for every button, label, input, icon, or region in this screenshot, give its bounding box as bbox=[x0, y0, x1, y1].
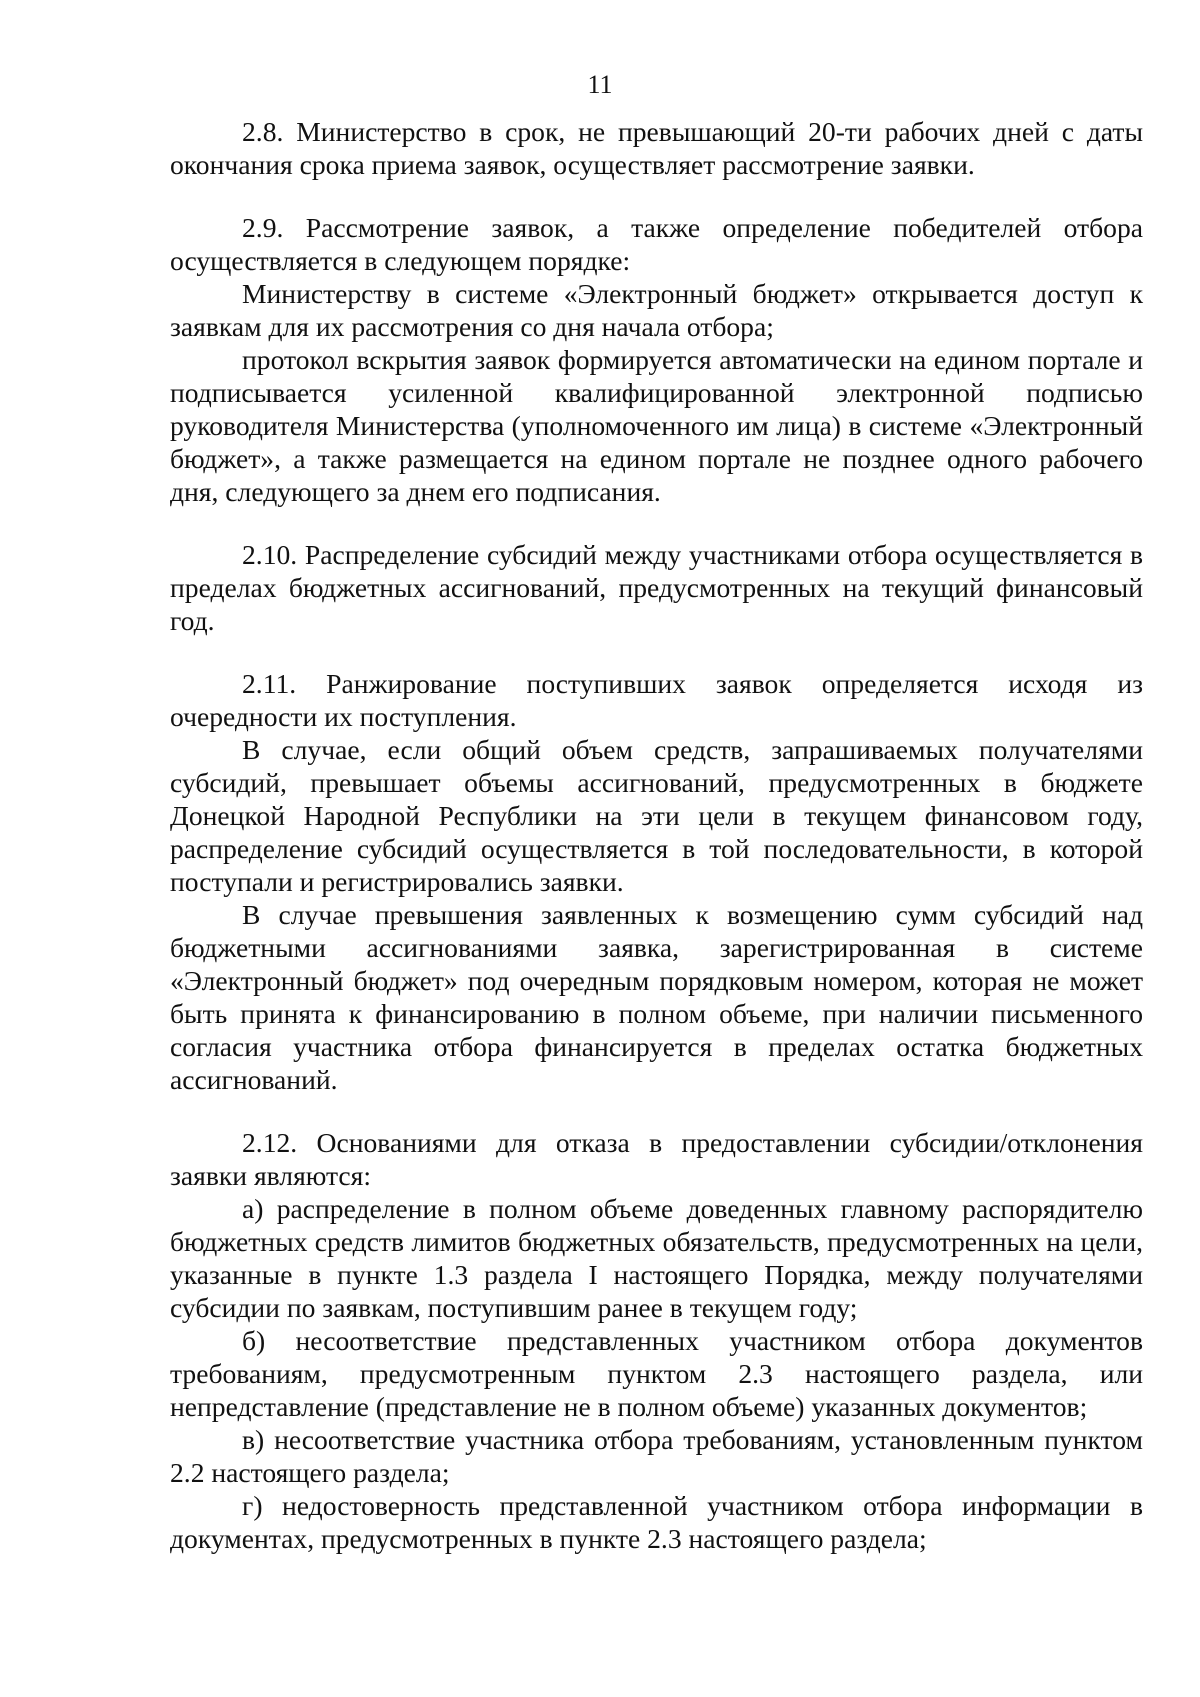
paragraph-2-11-excess: В случае превышения заявленных к возмещению сумм субсидий над бюджетными ассигнованиями заявка, зарегистрированная в системе «Электронный бюджет» под очередным порядковым номером, которая не может быть принята к финансированию в полном объеме, при наличии письменного согласия участника отбора финансируется в пределах остатка бюджетных ассигнований. bbox=[170, 899, 1143, 1095]
paragraph-2-12-g: г) недостоверность представленной участником отбора информации в документах, предусмотренных в пункте 2.3 настоящего раздела; bbox=[170, 1490, 1143, 1554]
paragraph-2-12-b: б) несоответствие представленных участником отбора документов требованиям, предусмотренным пунктом 2.3 настоящего раздела, или непредставление (представление не в полном объеме) указанных документов; bbox=[170, 1325, 1143, 1422]
page-number: 11 bbox=[587, 70, 613, 99]
document-body bbox=[170, 115, 1143, 1555]
paragraph-2-9-protocol: протокол вскрытия заявок формируется автоматически на едином портале и подписывается усиленной квалифицированной электронной подписью руководителя Министерства (уполномоченного им лица) в системе «Электронный бюджет», а также размещается на едином портале не позднее одного рабочего дня, следующего за днем его подписания. bbox=[170, 344, 1143, 507]
paragraph-2-8: 2.8. Министерство в срок, не превышающий 20-ти рабочих дней с даты окончания срока приема заявок, осуществляет рассмотрение заявки. bbox=[170, 116, 1143, 180]
paragraph-2-9-access: Министерству в системе «Электронный бюджет» открывается доступ к заявкам для их рассмотрения со дня начала отбора; bbox=[170, 278, 1143, 342]
paragraph-2-12: 2.12. Основаниями для отказа в предоставлении субсидии/отклонения заявки являются: bbox=[170, 1127, 1143, 1191]
paragraph-2-12-v: в) несоответствие участника отбора требованиям, установленным пунктом 2.2 настоящего раздела; bbox=[170, 1424, 1143, 1488]
paragraph-2-9: 2.9. Рассмотрение заявок, а также определение победителей отбора осуществляется в следующем порядке: bbox=[170, 212, 1143, 276]
paragraph-2-10: 2.10. Распределение субсидий между участниками отбора осуществляется в пределах бюджетных ассигнований, предусмотренных на текущий финансовый год. bbox=[170, 539, 1143, 636]
paragraph-2-12-a: а) распределение в полном объеме доведенных главному распорядителю бюджетных средств лимитов бюджетных обязательств, предусмотренных на цели, указанные в пункте 1.3 раздела I настоящего Порядка, между получателями субсидии по заявкам, поступившим ранее в текущем году; bbox=[170, 1193, 1143, 1323]
paragraph-2-11: 2.11. Ранжирование поступивших заявок определяется исходя из очередности их поступления. bbox=[170, 668, 1143, 732]
paragraph-2-11-volume: В случае, если общий объем средств, запрашиваемых получателями субсидий, превышает объемы ассигнований, предусмотренных в бюджете Донецкой Народной Республики на эти цели в текущем финансовом году, распределение субсидий осуществляется в той последовательности, в которой поступали и регистрировались заявки. bbox=[170, 734, 1143, 897]
